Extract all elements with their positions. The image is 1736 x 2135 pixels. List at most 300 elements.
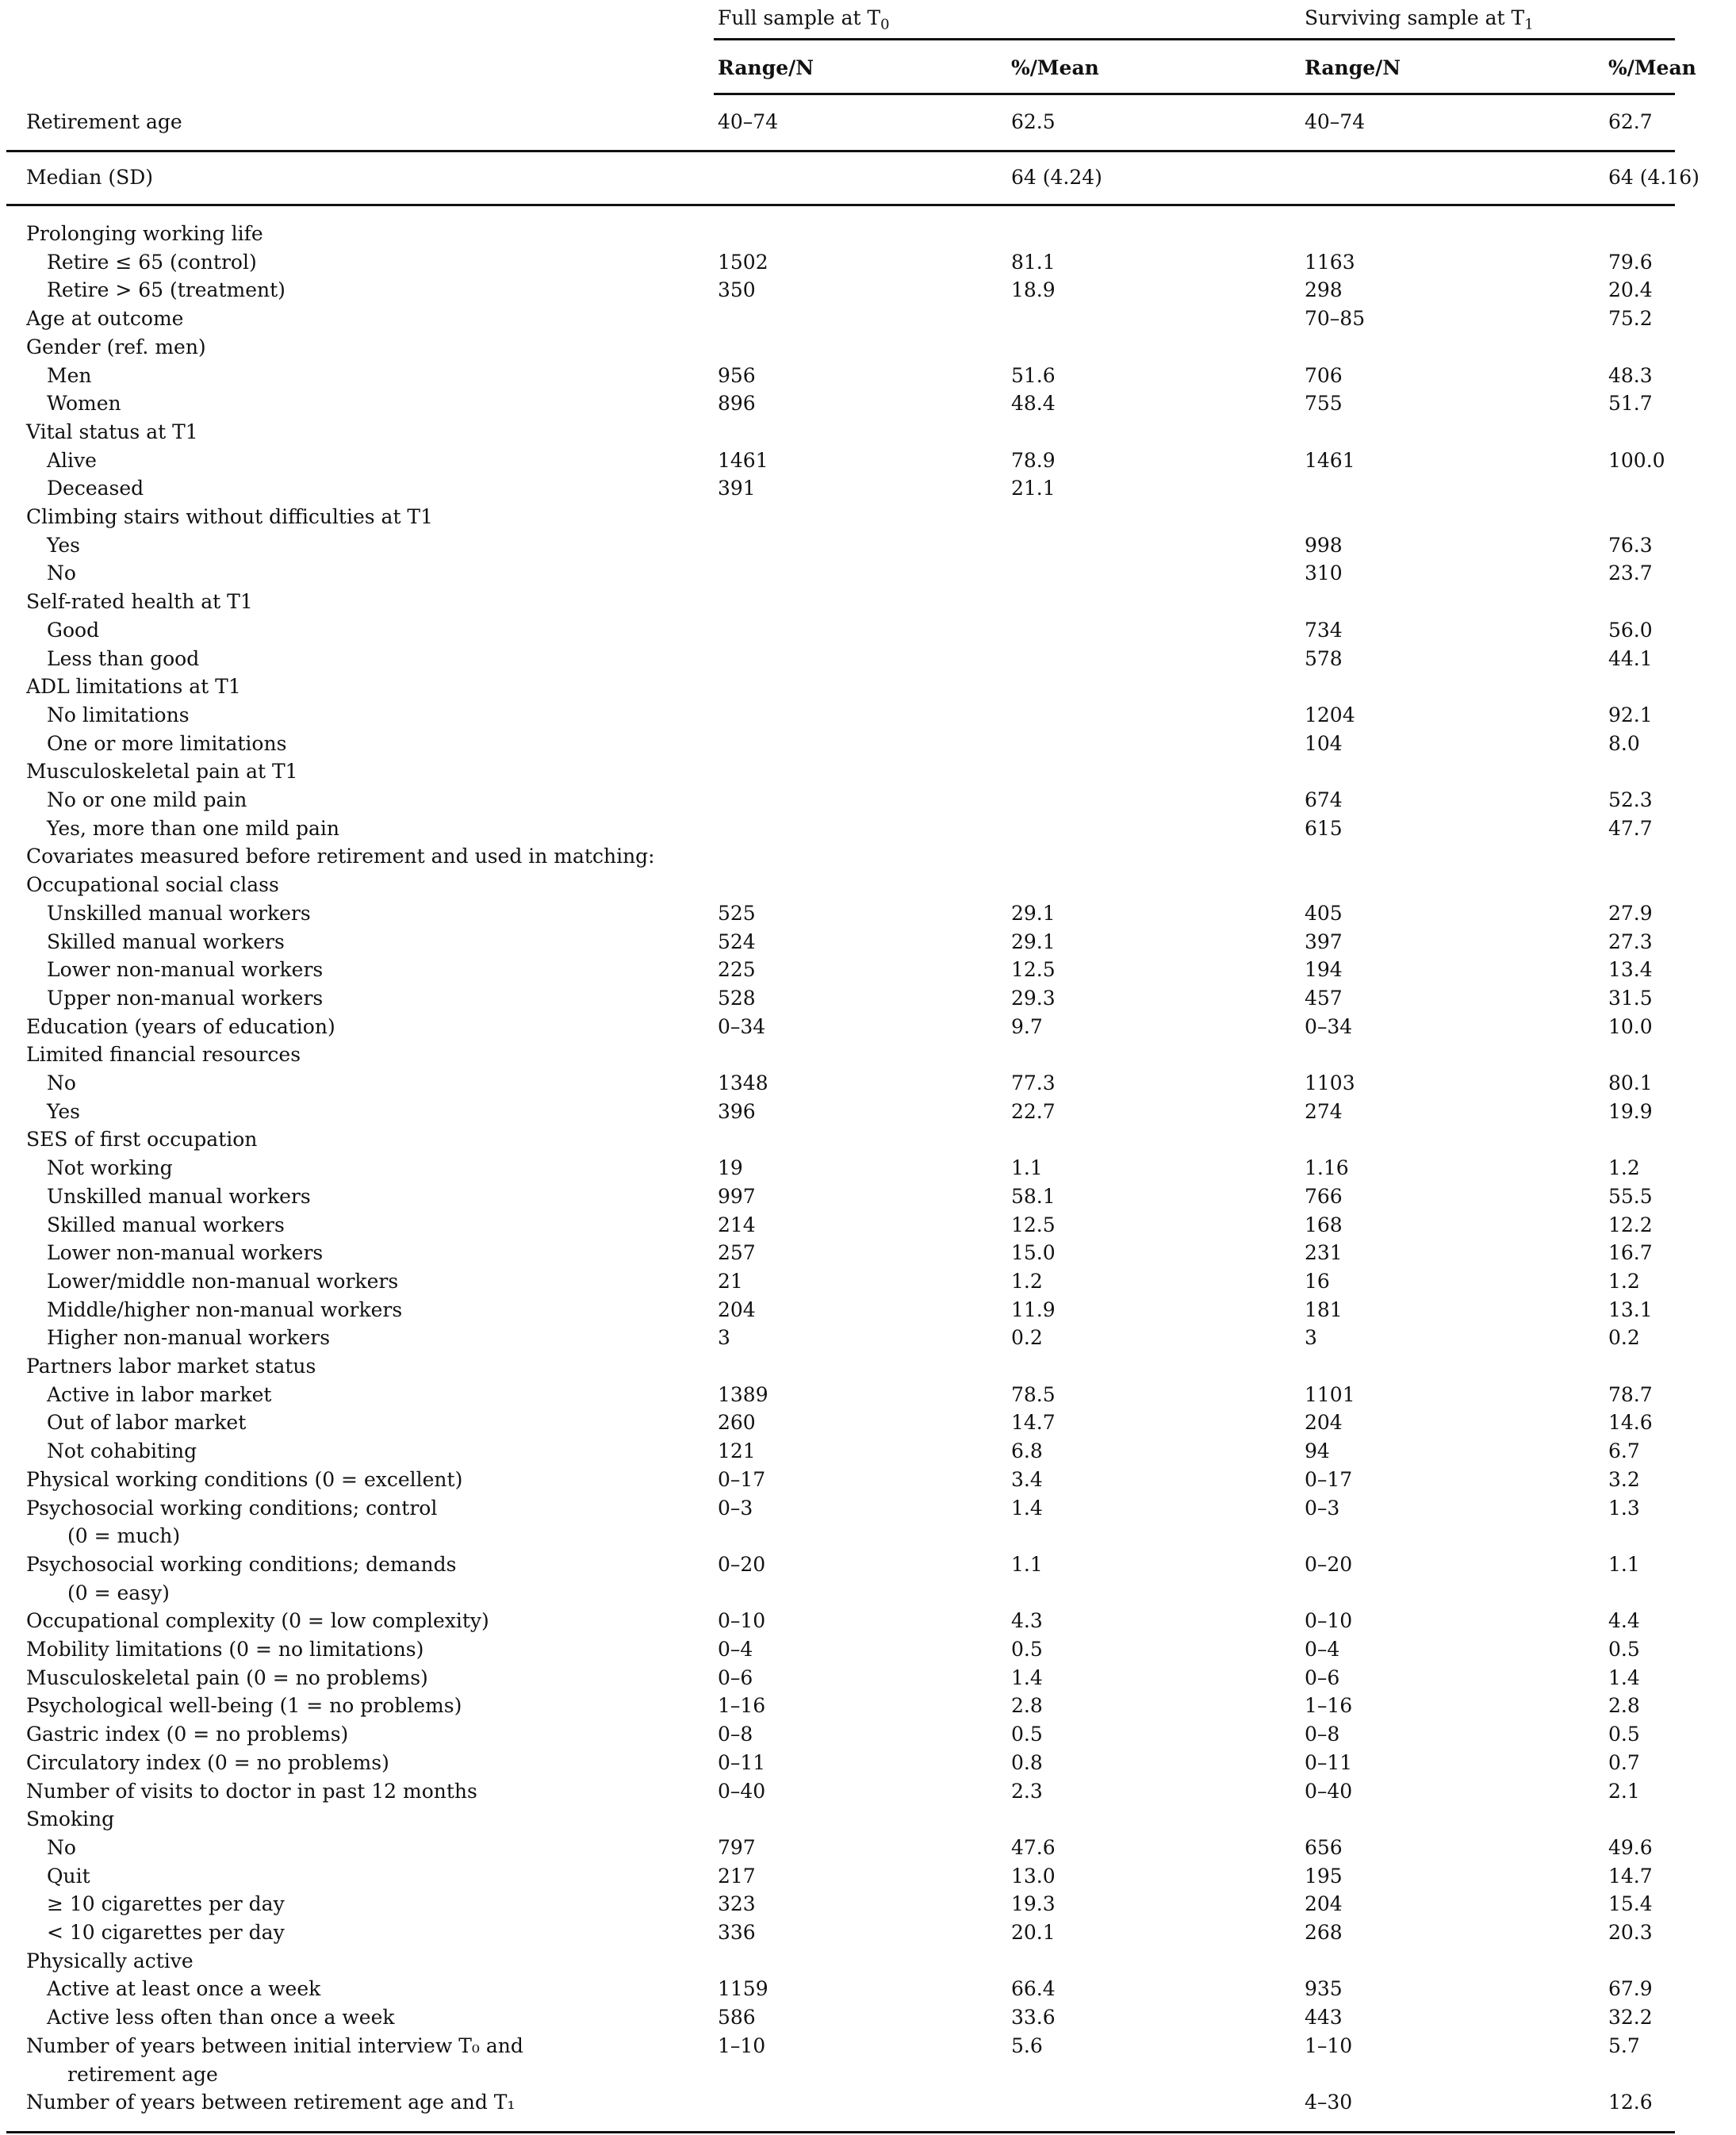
cell-mean-t0: 4.3 xyxy=(1011,1609,1043,1633)
cell-mean-t0: 33.6 xyxy=(1011,2006,1056,2030)
row-label: Unskilled manual workers xyxy=(47,1184,311,1208)
cell-range-t1: 0–40 xyxy=(1305,1779,1353,1803)
row-label: Women xyxy=(47,392,121,416)
row-label: Not working xyxy=(47,1156,173,1180)
cell-range-t1: 1.16 xyxy=(1305,1156,1349,1180)
rule-after-retirement-age xyxy=(6,150,1675,152)
row-label: Lower non-manual workers xyxy=(47,958,324,982)
table-row xyxy=(0,1975,1736,2003)
row-label: Retirement age xyxy=(26,110,182,133)
row-label: Retire ≤ 65 (control) xyxy=(47,250,257,274)
cell-range-t1: 1204 xyxy=(1305,703,1355,726)
table-row xyxy=(0,1862,1736,1891)
cell-range-t0: 0–10 xyxy=(718,1609,766,1633)
column-group-full-sample xyxy=(718,6,890,33)
group-title: Full sample at T xyxy=(718,6,881,29)
cell-mean-t0: 51.6 xyxy=(1011,363,1056,387)
row-label: No xyxy=(47,1071,76,1094)
row-label: Men xyxy=(47,363,92,387)
table-row xyxy=(0,305,1736,333)
cell-range-t1: 1101 xyxy=(1305,1382,1355,1406)
cell-mean-t1: 49.6 xyxy=(1608,1835,1653,1859)
table-row xyxy=(0,1352,1736,1381)
row-label: Vital status at T1 xyxy=(26,420,198,443)
row-label: Gastric index (0 = no problems) xyxy=(26,1723,349,1746)
cell-mean-t0: 64 (4.24) xyxy=(1011,166,1102,189)
row-label: Active less often than once a week xyxy=(47,2006,395,2030)
table-row xyxy=(0,871,1736,899)
cell-mean-t0: 62.5 xyxy=(1011,110,1056,133)
table-row xyxy=(0,645,1736,673)
row-label: Gender (ref. men) xyxy=(26,335,206,358)
row-label: Out of labor market xyxy=(47,1411,247,1435)
row-label: Upper non-manual workers xyxy=(47,986,324,1010)
table-row xyxy=(0,559,1736,588)
cell-range-t1: 0–8 xyxy=(1305,1723,1340,1746)
cell-range-t0: 0–40 xyxy=(718,1779,766,1803)
cell-range-t1: 674 xyxy=(1305,788,1343,811)
cell-mean-t1: 12.2 xyxy=(1608,1213,1653,1236)
col-header-mean-t1: %/Mean xyxy=(1608,56,1696,79)
col-header-range-n-t0: Range/N xyxy=(718,56,814,79)
table-row xyxy=(0,1069,1736,1098)
cell-range-t0: 896 xyxy=(718,392,756,416)
row-label: Less than good xyxy=(47,646,200,670)
cell-range-t0: 3 xyxy=(718,1326,730,1350)
table-row xyxy=(0,1098,1736,1126)
table-row xyxy=(0,2003,1736,2032)
group-title: Surviving sample at T xyxy=(1305,6,1525,29)
row-label: Circulatory index (0 = no problems) xyxy=(26,1750,389,1774)
row-label: Physically active xyxy=(26,1949,194,1972)
cell-range-t0: 204 xyxy=(718,1297,756,1321)
cell-mean-t0: 15.0 xyxy=(1011,1241,1056,1265)
cell-range-t0: 0–34 xyxy=(718,1014,766,1038)
cell-mean-t0: 1.4 xyxy=(1011,1496,1043,1520)
table-row xyxy=(0,362,1736,390)
row-label: No or one mild pain xyxy=(47,788,247,811)
cell-mean-t1: 1.2 xyxy=(1608,1156,1640,1180)
cell-mean-t1: 10.0 xyxy=(1608,1014,1653,1038)
row-label: retirement age xyxy=(67,2062,218,2086)
cell-range-t1: 405 xyxy=(1305,901,1343,925)
table-row xyxy=(0,1550,1736,1579)
row-label: < 10 cigarettes per day xyxy=(47,1921,285,1944)
cell-range-t1: 298 xyxy=(1305,278,1343,302)
table-row xyxy=(0,1749,1736,1777)
row-label: Psychological well-being (1 = no problems) xyxy=(26,1694,462,1718)
cell-mean-t0: 1.2 xyxy=(1011,1269,1043,1293)
table-row xyxy=(0,673,1736,701)
cell-range-t0: 1–10 xyxy=(718,2033,766,2057)
cell-mean-t1: 4.4 xyxy=(1608,1609,1640,1633)
row-label: Prolonging working life xyxy=(26,222,263,245)
cell-range-t1: 1–10 xyxy=(1305,2033,1353,2057)
cell-mean-t0: 78.5 xyxy=(1011,1382,1056,1406)
cell-mean-t1: 1.3 xyxy=(1608,1496,1640,1520)
cell-mean-t1: 1.4 xyxy=(1608,1665,1640,1689)
cell-range-t1: 935 xyxy=(1305,1977,1343,2001)
cell-mean-t0: 77.3 xyxy=(1011,1071,1056,1094)
cell-mean-t1: 48.3 xyxy=(1608,363,1653,387)
cell-mean-t1: 31.5 xyxy=(1608,986,1653,1010)
cell-mean-t0: 0.5 xyxy=(1011,1638,1043,1661)
row-label: Number of years between initial interview T₀ and xyxy=(26,2033,523,2057)
row-label: Deceased xyxy=(47,477,144,500)
cell-range-t0: 40–74 xyxy=(718,110,779,133)
row-label: Not cohabiting xyxy=(47,1439,197,1463)
cell-mean-t1: 15.4 xyxy=(1608,1892,1653,1916)
table-row xyxy=(0,1720,1736,1749)
cell-mean-t1: 1.2 xyxy=(1608,1269,1640,1293)
cell-range-t1: 4–30 xyxy=(1305,2091,1353,2114)
table-row xyxy=(0,2088,1736,2117)
cell-range-t0: 396 xyxy=(718,1099,756,1123)
table-row xyxy=(0,757,1736,786)
cell-mean-t0: 6.8 xyxy=(1011,1439,1043,1463)
cell-range-t1: 168 xyxy=(1305,1213,1343,1236)
cell-mean-t0: 29.1 xyxy=(1011,901,1056,925)
cell-mean-t0: 21.1 xyxy=(1011,477,1056,500)
row-label: Alive xyxy=(47,448,97,472)
table-row xyxy=(0,1381,1736,1409)
cell-range-t0: 528 xyxy=(718,986,756,1010)
cell-mean-t0: 3.4 xyxy=(1011,1467,1043,1491)
row-label: No xyxy=(47,562,76,585)
group-subscript: 1 xyxy=(1524,16,1534,33)
cell-range-t1: 615 xyxy=(1305,816,1343,840)
row-label: Lower non-manual workers xyxy=(47,1241,324,1265)
cell-mean-t0: 11.9 xyxy=(1011,1297,1056,1321)
table-row xyxy=(0,1154,1736,1182)
row-label: Self-rated health at T1 xyxy=(26,590,253,614)
cell-range-t1: 0–20 xyxy=(1305,1552,1353,1576)
table-row xyxy=(0,616,1736,645)
table-bottom-rule xyxy=(6,2131,1675,2133)
cell-mean-t0: 20.1 xyxy=(1011,1921,1056,1944)
cell-mean-t1: 2.8 xyxy=(1608,1694,1640,1718)
cell-mean-t1: 23.7 xyxy=(1608,562,1653,585)
cell-range-t0: 0–4 xyxy=(718,1638,753,1661)
cell-range-t0: 350 xyxy=(718,278,756,302)
table-row xyxy=(0,1635,1736,1664)
cell-range-t0: 225 xyxy=(718,958,756,982)
cell-range-t1: 274 xyxy=(1305,1099,1343,1123)
row-label: Yes xyxy=(47,533,80,557)
cell-range-t0: 956 xyxy=(718,363,756,387)
cell-range-t0: 586 xyxy=(718,2006,756,2030)
table-row xyxy=(0,1182,1736,1211)
table-row xyxy=(0,447,1736,475)
cell-mean-t0: 0.5 xyxy=(1011,1723,1043,1746)
row-label: ≥ 10 cigarettes per day xyxy=(47,1892,285,1916)
row-label: Yes xyxy=(47,1099,80,1123)
cell-mean-t0: 13.0 xyxy=(1011,1864,1056,1888)
table-row xyxy=(0,815,1736,843)
cell-range-t1: 194 xyxy=(1305,958,1343,982)
cell-mean-t0: 81.1 xyxy=(1011,250,1056,274)
col-header-mean-t0: %/Mean xyxy=(1011,56,1099,79)
cell-mean-t0: 0.2 xyxy=(1011,1326,1043,1350)
cell-mean-t0: 78.9 xyxy=(1011,448,1056,472)
cell-mean-t1: 62.7 xyxy=(1608,110,1653,133)
cell-range-t0: 214 xyxy=(718,1213,756,1236)
cell-range-t0: 257 xyxy=(718,1241,756,1265)
col-header-range-n-t1: Range/N xyxy=(1305,56,1401,79)
cell-range-t1: 181 xyxy=(1305,1297,1343,1321)
cell-range-t1: 766 xyxy=(1305,1184,1343,1208)
table-row xyxy=(0,1125,1736,1154)
cell-mean-t1: 13.1 xyxy=(1608,1297,1653,1321)
row-label: Psychosocial working conditions; control xyxy=(26,1496,438,1520)
row-label: Smoking xyxy=(26,1807,115,1831)
cell-range-t1: 397 xyxy=(1305,930,1343,953)
row-label: Education (years of education) xyxy=(26,1014,335,1038)
cell-range-t0: 0–3 xyxy=(718,1496,753,1520)
cell-mean-t0: 48.4 xyxy=(1011,392,1056,416)
cell-range-t0: 997 xyxy=(718,1184,756,1208)
cell-mean-t1: 8.0 xyxy=(1608,731,1640,755)
cell-range-t0: 260 xyxy=(718,1411,756,1435)
table-row-median-sd xyxy=(0,163,1736,192)
table-row xyxy=(0,1267,1736,1296)
cell-mean-t1: 3.2 xyxy=(1608,1467,1640,1491)
table-row xyxy=(0,220,1736,248)
cell-mean-t1: 12.6 xyxy=(1608,2091,1653,2114)
cell-range-t1: 998 xyxy=(1305,533,1343,557)
cell-mean-t1: 52.3 xyxy=(1608,788,1653,811)
cell-mean-t1: 100.0 xyxy=(1608,448,1665,472)
row-label: (0 = much) xyxy=(67,1524,181,1548)
column-group-surviving-sample xyxy=(1305,6,1534,33)
row-label: Physical working conditions (0 = excellent) xyxy=(26,1467,463,1491)
row-label: Occupational complexity (0 = low complexity) xyxy=(26,1609,489,1633)
cell-mean-t1: 19.9 xyxy=(1608,1099,1653,1123)
cell-range-t0: 21 xyxy=(718,1269,743,1293)
table-row xyxy=(0,1324,1736,1352)
table-row xyxy=(0,984,1736,1013)
cell-mean-t1: 67.9 xyxy=(1608,1977,1653,2001)
cell-mean-t1: 51.7 xyxy=(1608,392,1653,416)
row-label: Limited financial resources xyxy=(26,1043,301,1067)
table-row xyxy=(0,1777,1736,1806)
row-label: Psychosocial working conditions; demands xyxy=(26,1552,457,1576)
cell-mean-t1: 2.1 xyxy=(1608,1779,1640,1803)
cell-range-t1: 734 xyxy=(1305,618,1343,642)
row-label: Skilled manual workers xyxy=(47,930,285,953)
cell-range-t1: 0–3 xyxy=(1305,1496,1340,1520)
cell-range-t1: 16 xyxy=(1305,1269,1330,1293)
table-row xyxy=(0,899,1736,928)
group-subscript: 0 xyxy=(880,16,890,33)
row-label: Age at outcome xyxy=(26,307,184,331)
cell-mean-t1: 1.1 xyxy=(1608,1552,1640,1576)
table-row xyxy=(0,956,1736,984)
cell-mean-t1: 13.4 xyxy=(1608,958,1653,982)
table-row xyxy=(0,1692,1736,1720)
cell-range-t1: 231 xyxy=(1305,1241,1343,1265)
row-label: Active in labor market xyxy=(47,1382,272,1406)
cell-mean-t0: 22.7 xyxy=(1011,1099,1056,1123)
cell-range-t1: 1103 xyxy=(1305,1071,1355,1094)
cell-mean-t0: 12.5 xyxy=(1011,1213,1056,1236)
table-row xyxy=(0,418,1736,447)
row-label: Number of years between retirement age and T₁ xyxy=(26,2091,515,2114)
row-label: Occupational social class xyxy=(26,873,279,897)
cell-mean-t1: 32.2 xyxy=(1608,2006,1653,2030)
cell-range-t0: 19 xyxy=(718,1156,743,1180)
row-label: No xyxy=(47,1835,76,1859)
row-label: Lower/middle non-manual workers xyxy=(47,1269,399,1293)
table-row xyxy=(0,1947,1736,1976)
cell-range-t1: 40–74 xyxy=(1305,110,1366,133)
table-row xyxy=(0,701,1736,730)
row-label: Good xyxy=(47,618,100,642)
table-row xyxy=(0,928,1736,956)
table-row xyxy=(0,531,1736,560)
table-row xyxy=(0,588,1736,616)
cell-mean-t1: 27.9 xyxy=(1608,901,1653,925)
table-row xyxy=(0,2060,1736,2089)
cell-mean-t0: 29.1 xyxy=(1011,930,1056,953)
cell-mean-t1: 5.7 xyxy=(1608,2033,1640,2057)
cell-mean-t0: 12.5 xyxy=(1011,958,1056,982)
table-row xyxy=(0,1437,1736,1466)
table-row xyxy=(0,503,1736,531)
row-label: Active at least once a week xyxy=(47,1977,321,2001)
row-label: Skilled manual workers xyxy=(47,1213,285,1236)
table-row xyxy=(0,1239,1736,1267)
cell-range-t0: 391 xyxy=(718,477,756,500)
cell-range-t1: 3 xyxy=(1305,1326,1317,1350)
cell-mean-t0: 18.9 xyxy=(1011,278,1056,302)
cell-mean-t1: 0.5 xyxy=(1608,1638,1640,1661)
row-label: Mobility limitations (0 = no limitations) xyxy=(26,1638,424,1661)
row-label: Higher non-manual workers xyxy=(47,1326,331,1350)
row-label: Unskilled manual workers xyxy=(47,901,311,925)
cell-mean-t0: 66.4 xyxy=(1011,1977,1056,2001)
cell-mean-t1: 14.7 xyxy=(1608,1864,1653,1888)
cell-range-t1: 0–4 xyxy=(1305,1638,1340,1661)
cell-mean-t1: 79.6 xyxy=(1608,250,1653,274)
row-label: Covariates measured before retirement and used in matching: xyxy=(26,845,655,868)
cell-mean-t0: 0.8 xyxy=(1011,1750,1043,1774)
cell-range-t0: 0–8 xyxy=(718,1723,753,1746)
cell-mean-t1: 78.7 xyxy=(1608,1382,1653,1406)
cell-range-t1: 0–34 xyxy=(1305,1014,1353,1038)
table-row xyxy=(0,786,1736,815)
table-row xyxy=(0,1296,1736,1324)
cell-mean-t0: 9.7 xyxy=(1011,1014,1043,1038)
cell-range-t1: 204 xyxy=(1305,1892,1343,1916)
cell-range-t1: 755 xyxy=(1305,392,1343,416)
cell-mean-t0: 47.6 xyxy=(1011,1835,1056,1859)
cell-range-t0: 121 xyxy=(718,1439,756,1463)
table-row xyxy=(0,248,1736,277)
row-label: Partners labor market status xyxy=(26,1355,316,1378)
row-label: Musculoskeletal pain at T1 xyxy=(26,760,298,784)
cell-range-t1: 656 xyxy=(1305,1835,1343,1859)
rule-after-median xyxy=(6,204,1675,206)
table-row xyxy=(0,1664,1736,1692)
cell-mean-t1: 20.3 xyxy=(1608,1921,1653,1944)
cell-mean-t0: 29.3 xyxy=(1011,986,1056,1010)
cell-mean-t0: 1.1 xyxy=(1011,1552,1043,1576)
cell-mean-t0: 58.1 xyxy=(1011,1184,1056,1208)
cell-range-t0: 1159 xyxy=(718,1977,768,2001)
table-row xyxy=(0,276,1736,305)
row-label: Middle/higher non-manual workers xyxy=(47,1297,403,1321)
row-label: Median (SD) xyxy=(26,166,154,189)
table-row xyxy=(0,842,1736,871)
cell-range-t1: 0–10 xyxy=(1305,1609,1353,1633)
cell-range-t0: 1502 xyxy=(718,250,768,274)
table-row xyxy=(0,1013,1736,1041)
row-label: Yes, more than one mild pain xyxy=(47,816,339,840)
table-row xyxy=(0,1466,1736,1494)
cell-range-t1: 94 xyxy=(1305,1439,1330,1463)
row-label: No limitations xyxy=(47,703,190,726)
cell-range-t1: 1163 xyxy=(1305,250,1355,274)
table-row xyxy=(0,1805,1736,1834)
cell-mean-t0: 2.8 xyxy=(1011,1694,1043,1718)
cell-range-t1: 457 xyxy=(1305,986,1343,1010)
cell-mean-t1: 0.2 xyxy=(1608,1326,1640,1350)
row-label: ADL limitations at T1 xyxy=(26,675,241,699)
cell-mean-t1: 20.4 xyxy=(1608,278,1653,302)
row-label: Musculoskeletal pain (0 = no problems) xyxy=(26,1665,428,1689)
cell-range-t1: 1–16 xyxy=(1305,1694,1353,1718)
cell-mean-t1: 64 (4.16) xyxy=(1608,166,1700,189)
row-label: SES of first occupation xyxy=(26,1128,258,1152)
cell-mean-t0: 14.7 xyxy=(1011,1411,1056,1435)
cell-range-t0: 0–17 xyxy=(718,1467,766,1491)
cell-range-t1: 0–11 xyxy=(1305,1750,1353,1774)
cell-mean-t1: 56.0 xyxy=(1608,618,1653,642)
header-rule-bottom xyxy=(714,93,1675,95)
row-label: (0 = easy) xyxy=(67,1581,170,1604)
row-label: Retire > 65 (treatment) xyxy=(47,278,286,302)
cell-mean-t0: 5.6 xyxy=(1011,2033,1043,2057)
cell-range-t0: 336 xyxy=(718,1921,756,1944)
cell-range-t0: 1461 xyxy=(718,448,768,472)
cell-mean-t1: 6.7 xyxy=(1608,1439,1640,1463)
row-label: Climbing stairs without difficulties at T1 xyxy=(26,505,434,528)
table-row xyxy=(0,1494,1736,1523)
cell-mean-t1: 92.1 xyxy=(1608,703,1653,726)
cell-mean-t1: 47.7 xyxy=(1608,816,1653,840)
cell-mean-t1: 0.7 xyxy=(1608,1750,1640,1774)
table-row xyxy=(0,1834,1736,1862)
cell-range-t0: 0–6 xyxy=(718,1665,753,1689)
cell-range-t0: 0–11 xyxy=(718,1750,766,1774)
cell-mean-t1: 16.7 xyxy=(1608,1241,1653,1265)
cell-mean-t1: 0.5 xyxy=(1608,1723,1640,1746)
cell-mean-t1: 75.2 xyxy=(1608,307,1653,331)
cell-range-t0: 1–16 xyxy=(718,1694,766,1718)
cell-range-t1: 268 xyxy=(1305,1921,1343,1944)
row-label: Number of visits to doctor in past 12 months xyxy=(26,1779,477,1803)
cell-mean-t1: 44.1 xyxy=(1608,646,1653,670)
table-row xyxy=(0,333,1736,362)
cell-mean-t0: 19.3 xyxy=(1011,1892,1056,1916)
table-row xyxy=(0,1522,1736,1550)
cell-mean-t0: 2.3 xyxy=(1011,1779,1043,1803)
cell-mean-t1: 76.3 xyxy=(1608,533,1653,557)
cell-range-t1: 0–17 xyxy=(1305,1467,1353,1491)
cell-range-t1: 706 xyxy=(1305,363,1343,387)
row-label: One or more limitations xyxy=(47,731,287,755)
